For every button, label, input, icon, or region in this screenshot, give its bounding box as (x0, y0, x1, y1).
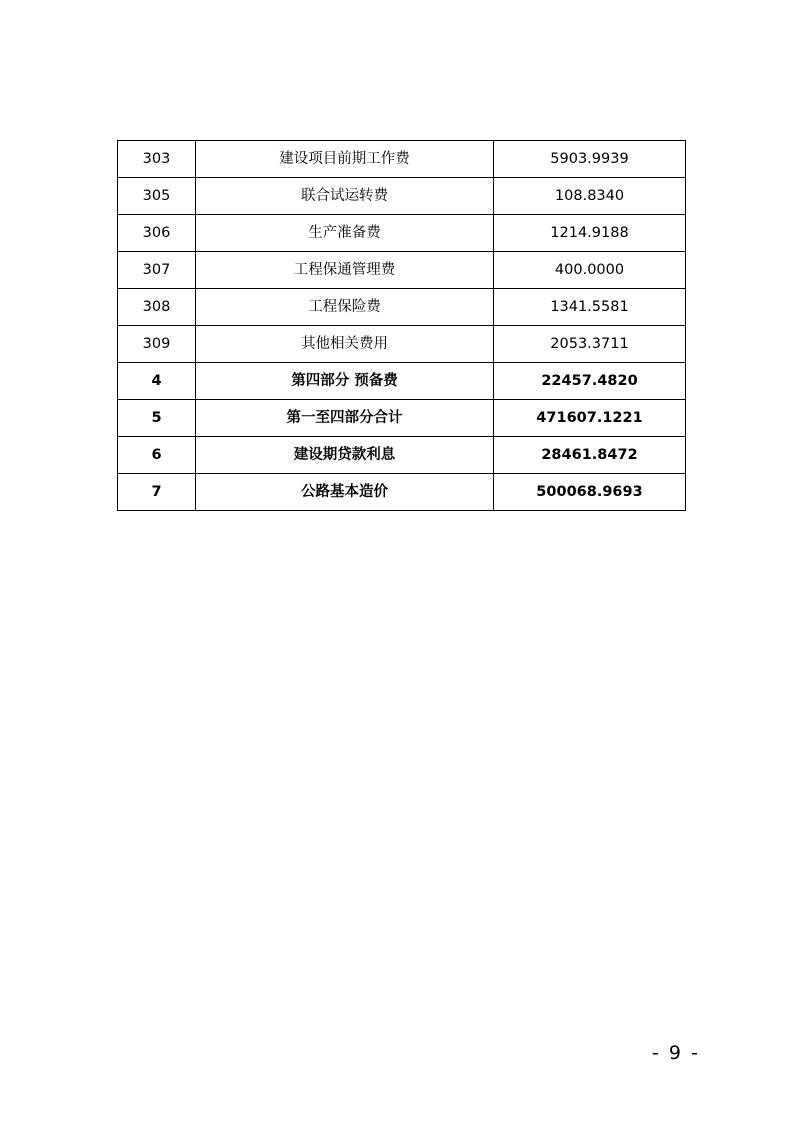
item-code: 6 (118, 437, 196, 474)
item-value: 1341.5581 (494, 289, 686, 326)
table-row (118, 326, 686, 363)
item-code: 307 (118, 252, 196, 289)
item-value: 1214.9188 (494, 215, 686, 252)
item-code: 305 (118, 178, 196, 215)
item-value: 22457.4820 (494, 363, 686, 400)
table-row (118, 252, 686, 289)
item-name: 建设期贷款利息 (196, 437, 494, 474)
table-row-summary (118, 474, 686, 511)
table-row (118, 215, 686, 252)
item-code: 308 (118, 289, 196, 326)
item-value: 28461.8472 (494, 437, 686, 474)
item-name: 第四部分 预备费 (196, 363, 494, 400)
item-code: 306 (118, 215, 196, 252)
item-value: 108.8340 (494, 178, 686, 215)
item-value: 500068.9693 (494, 474, 686, 511)
item-name: 联合试运转费 (196, 178, 494, 215)
table-row (118, 141, 686, 178)
item-value: 400.0000 (494, 252, 686, 289)
page-number: - 9 - (652, 1042, 700, 1064)
item-name: 其他相关费用 (196, 326, 494, 363)
item-name: 工程保通管理费 (196, 252, 494, 289)
item-code: 4 (118, 363, 196, 400)
table-row (118, 289, 686, 326)
item-name: 建设项目前期工作费 (196, 141, 494, 178)
item-name: 生产准备费 (196, 215, 494, 252)
item-code: 303 (118, 141, 196, 178)
item-value: 471607.1221 (494, 400, 686, 437)
item-name: 公路基本造价 (196, 474, 494, 511)
item-value: 2053.3711 (494, 326, 686, 363)
cost-table (117, 140, 686, 511)
item-code: 5 (118, 400, 196, 437)
table-row-summary (118, 400, 686, 437)
item-name: 工程保险费 (196, 289, 494, 326)
table-row-summary (118, 437, 686, 474)
table-row-summary (118, 363, 686, 400)
item-name: 第一至四部分合计 (196, 400, 494, 437)
table-row (118, 178, 686, 215)
item-code: 309 (118, 326, 196, 363)
item-code: 7 (118, 474, 196, 511)
item-value: 5903.9939 (494, 141, 686, 178)
